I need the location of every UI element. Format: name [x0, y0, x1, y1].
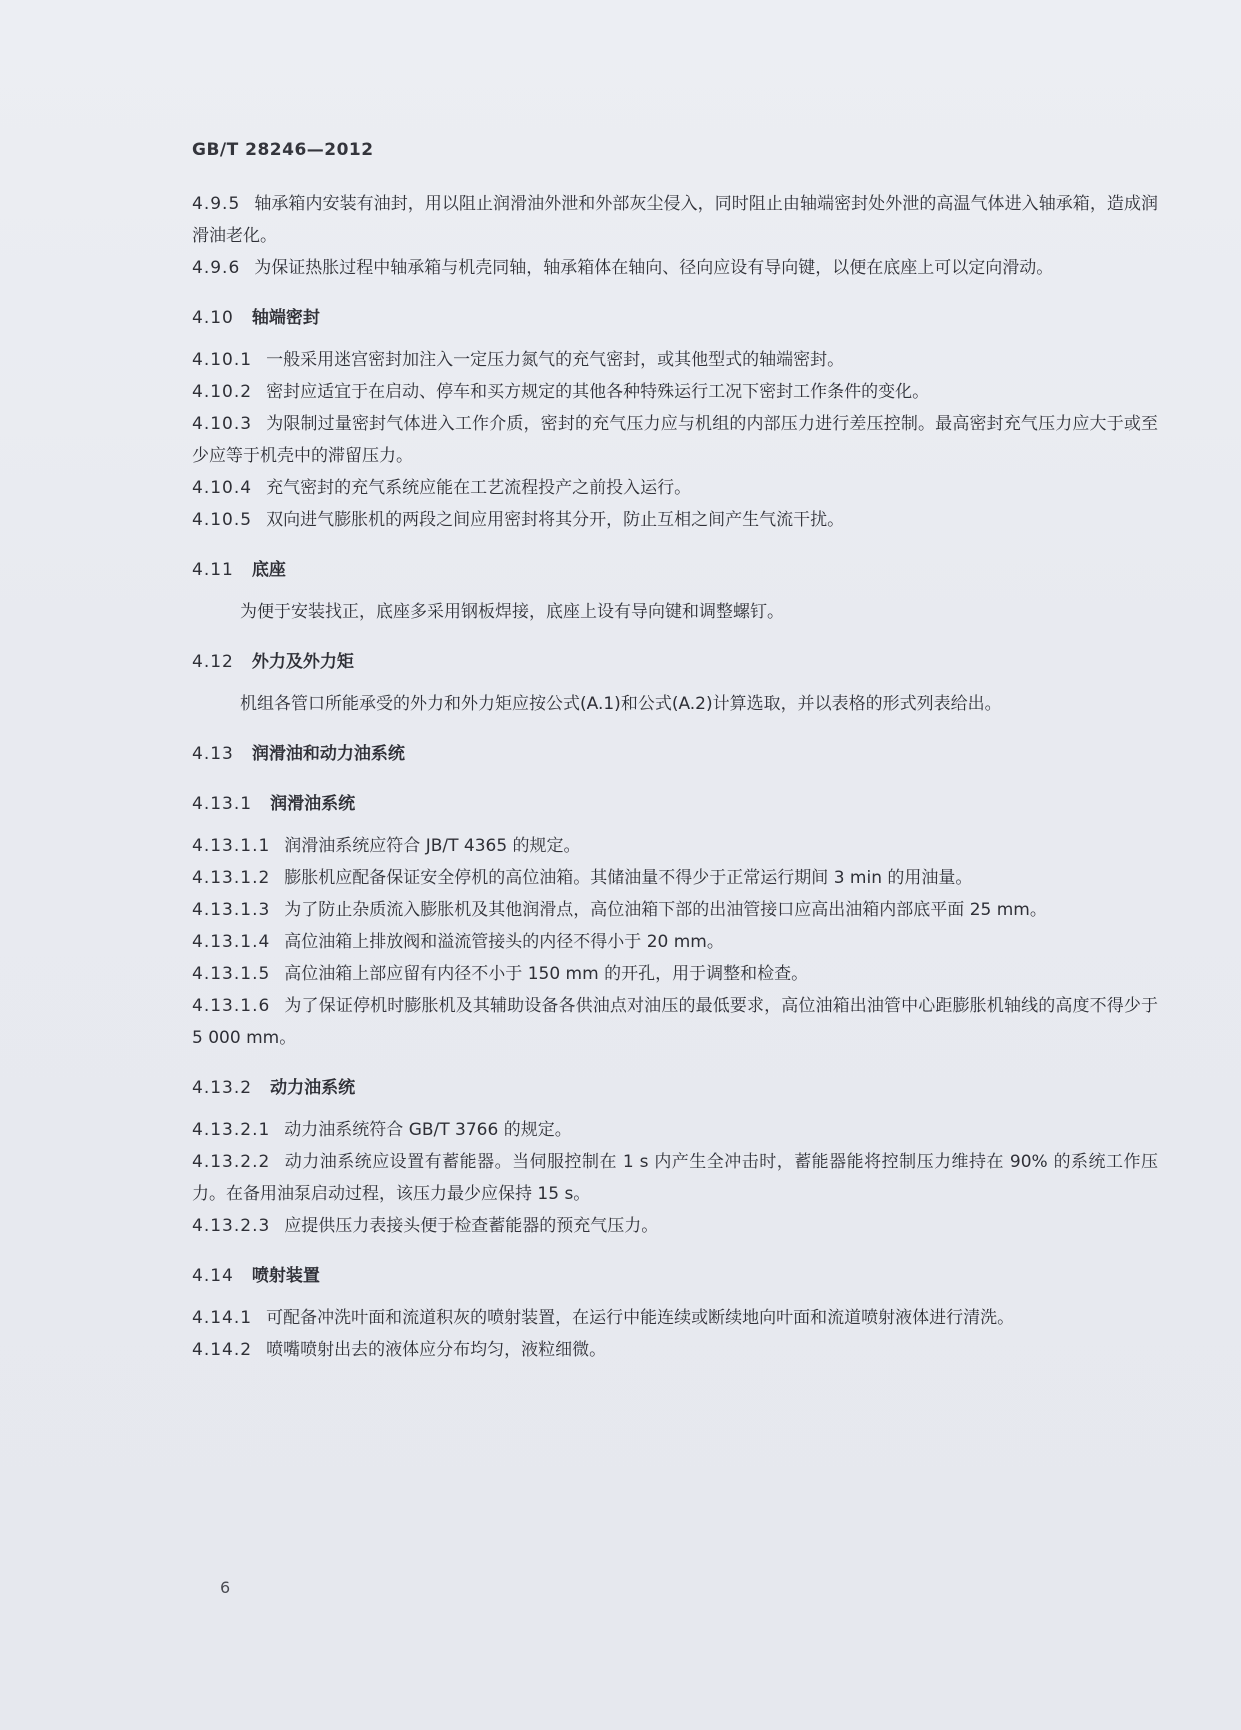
clause-text: 为了保证停机时膨胀机及其辅助设备各供油点对油压的最低要求，高位油箱出油管中心距膨胀机轴线的高度不得少于 5 000 mm。 — [192, 996, 1158, 1048]
clause-4-13-1-4 — [192, 926, 1158, 958]
clause-text: 密封应适宜于在启动、停车和买方规定的其他各种特殊运行工况下密封工作条件的变化。 — [266, 382, 930, 402]
heading-number: 4.13 — [192, 744, 234, 764]
clause-4-14-2 — [192, 1334, 1158, 1366]
clause-text: 为保证热胀过程中轴承箱与机壳同轴，轴承箱体在轴向、径向应设有导向键，以便在底座上可以定向滑动。 — [254, 258, 1054, 278]
clause-4-13-1-1 — [192, 830, 1158, 862]
heading-number: 4.14 — [192, 1266, 234, 1286]
clause-text: 喷嘴喷射出去的液体应分布均匀，液粒细微。 — [266, 1340, 607, 1360]
clause-4-10-1 — [192, 344, 1158, 376]
clause-number: 4.13.2.2 — [192, 1152, 271, 1172]
clause-number: 4.13.1.1 — [192, 836, 271, 856]
clause-text: 膨胀机应配备保证安全停机的高位油箱。其储油量不得少于正常运行期间 3 min 的用油量。 — [284, 868, 973, 888]
heading-4-14 — [192, 1260, 1158, 1292]
heading-title: 轴端密封 — [251, 308, 320, 328]
heading-number: 4.12 — [192, 652, 234, 672]
clause-number: 4.13.2.3 — [192, 1216, 271, 1236]
clause-number: 4.13.1.5 — [192, 964, 271, 984]
clause-number: 4.13.1.6 — [192, 996, 271, 1016]
clause-4-13-1-6 — [192, 990, 1158, 1054]
clause-number: 4.13.2.1 — [192, 1120, 271, 1140]
clause-text: 充气密封的充气系统应能在工艺流程投产之前投入运行。 — [266, 478, 692, 498]
clause-number: 4.10.4 — [192, 478, 253, 498]
clause-4-10-4 — [192, 472, 1158, 504]
heading-title: 外力及外力矩 — [251, 652, 354, 672]
clause-number: 4.9.6 — [192, 258, 241, 278]
clause-text: 动力油系统应设置有蓄能器。当伺服控制在 1 s 内产生全冲击时，蓄能器能将控制压力维持在 90% 的系统工作压力。在备用油泵启动过程，该压力最少应保持 15 s。 — [192, 1152, 1158, 1204]
heading-title: 底座 — [251, 560, 286, 580]
heading-4-13-2 — [192, 1072, 1158, 1104]
clause-number: 4.14.1 — [192, 1308, 253, 1328]
clause-number: 4.13.1.3 — [192, 900, 271, 920]
clause-4-13-1-5 — [192, 958, 1158, 990]
paragraph-4-12: 机组各管口所能承受的外力和外力矩应按公式(A.1)和公式(A.2)计算选取，并以表格的形式列表给出。 — [240, 694, 1002, 714]
heading-4-13 — [192, 738, 1158, 770]
clause-4-13-2-3 — [192, 1210, 1158, 1242]
clause-number: 4.13.1.2 — [192, 868, 271, 888]
clause-text: 高位油箱上部应留有内径不小于 150 mm 的开孔，用于调整和检查。 — [284, 964, 809, 984]
clause-text: 为限制过量密封气体进入工作介质，密封的充气压力应与机组的内部压力进行差压控制。最高密封充气压力应大于或至少应等于机壳中的滞留压力。 — [192, 414, 1158, 466]
clause-number: 4.10.5 — [192, 510, 253, 530]
clause-text: 润滑油系统应符合 JB/T 4365 的规定。 — [284, 836, 581, 856]
clause-4-10-3 — [192, 408, 1158, 472]
clause-number: 4.9.5 — [192, 194, 241, 214]
clause-4-9-5 — [192, 188, 1158, 252]
heading-4-13-1 — [192, 788, 1158, 820]
heading-4-10 — [192, 302, 1158, 334]
clause-text: 应提供压力表接头便于检查蓄能器的预充气压力。 — [284, 1216, 659, 1236]
heading-title: 动力油系统 — [270, 1078, 356, 1098]
heading-4-12 — [192, 646, 1158, 678]
document-body — [192, 188, 1158, 1366]
standard-code: GB/T 28246—2012 — [192, 140, 374, 160]
clause-number: 4.10.1 — [192, 350, 253, 370]
heading-number: 4.11 — [192, 560, 234, 580]
page-number: 6 — [220, 1578, 231, 1597]
heading-title: 润滑油和动力油系统 — [251, 744, 405, 764]
clause-text: 双向进气膨胀机的两段之间应用密封将其分开，防止互相之间产生气流干扰。 — [266, 510, 845, 530]
clause-4-13-2-2 — [192, 1146, 1158, 1210]
heading-title: 润滑油系统 — [270, 794, 356, 814]
clause-text: 轴承箱内安装有油封，用以阻止润滑油外泄和外部灰尘侵入，同时阻止由轴端密封处外泄的高温气体进入轴承箱，造成润滑油老化。 — [192, 194, 1158, 246]
clause-4-13-1-2 — [192, 862, 1158, 894]
clause-4-14-1 — [192, 1302, 1158, 1334]
clause-4-10-2 — [192, 376, 1158, 408]
heading-title: 喷射装置 — [251, 1266, 320, 1286]
heading-number: 4.13.2 — [192, 1078, 253, 1098]
clause-text: 一般采用迷宫密封加注入一定压力氮气的充气密封，或其他型式的轴端密封。 — [266, 350, 845, 370]
clause-number: 4.14.2 — [192, 1340, 253, 1360]
clause-text: 动力油系统符合 GB/T 3766 的规定。 — [284, 1120, 572, 1140]
clause-number: 4.10.3 — [192, 414, 253, 434]
heading-4-11 — [192, 554, 1158, 586]
clause-4-13-1-3 — [192, 894, 1158, 926]
clause-number: 4.13.1.4 — [192, 932, 271, 952]
clause-4-9-6 — [192, 252, 1158, 284]
clause-4-10-5 — [192, 504, 1158, 536]
heading-number: 4.13.1 — [192, 794, 253, 814]
heading-number: 4.10 — [192, 308, 234, 328]
clause-text: 可配备冲洗叶面和流道积灰的喷射装置，在运行中能连续或断续地向叶面和流道喷射液体进行清洗。 — [266, 1308, 1015, 1328]
clause-4-13-2-1 — [192, 1114, 1158, 1146]
clause-text: 高位油箱上排放阀和溢流管接头的内径不得小于 20 mm。 — [284, 932, 724, 952]
clause-text: 为了防止杂质流入膨胀机及其他润滑点，高位油箱下部的出油管接口应高出油箱内部底平面 25 mm。 — [284, 900, 1047, 920]
clause-number: 4.10.2 — [192, 382, 253, 402]
paragraph-4-11: 为便于安装找正，底座多采用钢板焊接，底座上设有导向键和调整螺钉。 — [240, 602, 784, 622]
